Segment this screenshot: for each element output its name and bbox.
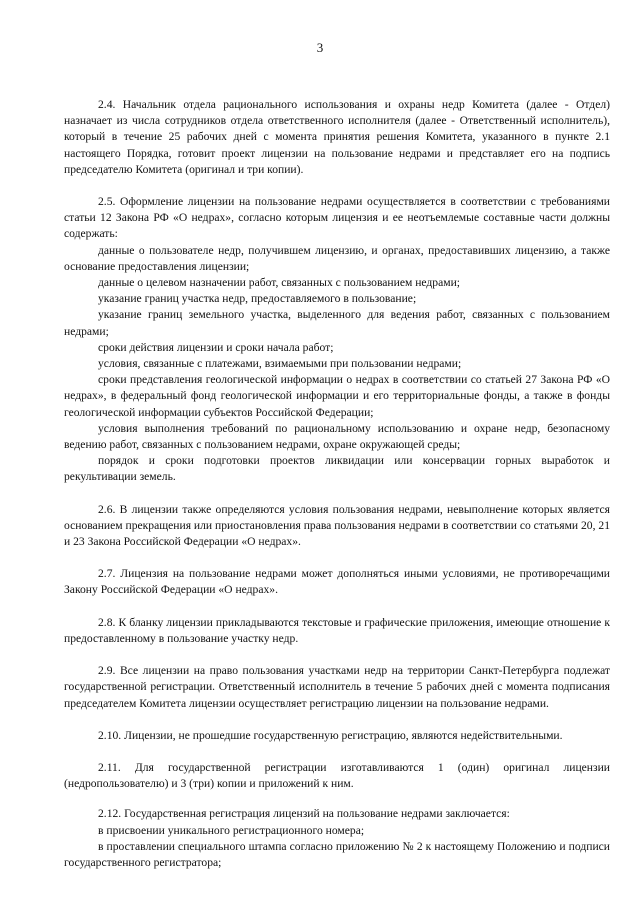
list-item: указание границ земельного участка, выделенного для ведения работ, связанных с пользованием недрами; [64,308,610,338]
document-body [64,97,610,871]
paragraph-2-8: 2.8. К бланку лицензии прикладываются текстовые и графические приложения, имеющие отношение к предоставленному в пользование участку недр. [64,615,610,645]
list-item: в проставлении специального штампа согласно приложению № 2 к настоящему Положению и подписи государственного регистратора; [64,839,610,869]
paragraph-gap [64,486,610,502]
paragraph-2-11: 2.11. Для государственной регистрации изготавливаются 1 (один) оригинал лицензии (недропользователю) и 3 (три) копии и приложений к ним. [64,760,610,791]
list-item: данные о целевом назначении работ, связанных с пользованием недрами; [98,276,461,290]
list-item: указание границ участка недр, предоставляемого в пользование; [98,292,417,306]
paragraph-gap [64,647,610,663]
paragraph-2-7: 2.7. Лицензия на пользование недрами может дополняться иными условиями, не противоречащими Закону Российской Федерации «О недрах». [64,567,610,597]
list-item: сроки действия лицензии и сроки начала работ; [98,340,334,354]
paragraph-2-9: 2.9. Все лицензии на право пользования участками недр на территории Санкт-Петербурга подлежат государственной регистрации. Ответственный исполнитель в течение 5 рабочих дней с момента подписания председателем Комитета лицензии осуществляет регистрацию лицензии на пользование недрами. [64,664,610,710]
paragraph-2-12-intro: 2.12. Государственная регистрация лицензий на пользование недрами заключается: [98,807,510,821]
paragraph-gap [64,599,610,615]
paragraph-gap [64,744,610,760]
list-item: данные о пользователе недр, получившем лицензию, и органах, предоставивших лицензию, а также основание предоставления лицензии; [64,243,610,273]
paragraph-gap [64,178,610,194]
list-item: условия выполнения требований по рациональному использованию и охране недр, безопасному ведению работ, связанных с пользованием недрами, охране окружающей среды; [64,421,610,452]
paragraph-2-5-intro: 2.5. Оформление лицензии на пользование недрами осуществляется в соответствии с требованиями статьи 12 Закона РФ «О недрах», согласно которым лицензия и ее неотъемлемые составные части должны содержать: [64,195,610,241]
paragraph-2-4: 2.4. Начальник отдела рационального использования и охраны недр Комитета (далее - Отдел) назначает из числа сотрудников отдела ответственного исполнителя (далее - Ответственный исполнитель), который в течение 25 рабочих дней с момента принятия решения Комитета, указанного в пункте 2.1 настоящего Порядка, готовит проект лицензии на пользование недрами и представляет его на подпись председателю Комитета (оригинал и три копии). [64,98,610,176]
paragraph-gap [64,792,610,806]
list-item: в присвоении уникального регистрационного номера; [98,823,365,837]
list-item: условия, связанные с платежами, взимаемыми при пользовании недрами; [98,357,462,371]
list-item: сроки представления геологической информации о недрах в соответствии со статьей 27 Закона РФ «О недрах», в федеральный фонд геологической информации и его территориальные фонды, а также в фонды геологической информации субъектов Российской Федерации; [64,373,610,419]
list-item: порядок и сроки подготовки проектов ликвидации или консервации горных выработок и рекультивации земель. [64,454,610,484]
paragraph-gap [64,550,610,566]
paragraph-gap [64,712,610,728]
page-number: 3 [316,40,324,55]
paragraph-2-6: 2.6. В лицензии также определяются условия пользования недрами, невыполнение которых является основанием прекращения или приостановления права пользования недрами в соответствии со статьями 20, 21 и 23 Закона Российской Федерации «О недрах». [64,502,610,549]
paragraph-2-10: 2.10. Лицензии, не прошедшие государственную регистрацию, являются недействительными. [98,728,563,742]
